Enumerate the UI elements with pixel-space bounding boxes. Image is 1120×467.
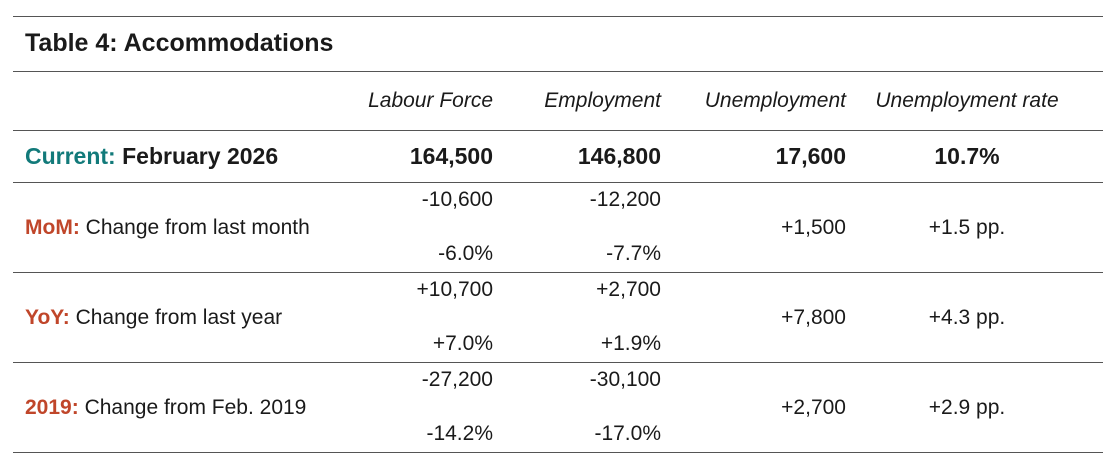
yoy-employment-pct: +1.9%	[600, 332, 661, 355]
yoy-unemployment: +7,800	[781, 305, 846, 329]
mom-employment-abs: -12,200	[589, 188, 661, 211]
header-unemployment: Unemployment	[704, 89, 846, 112]
y2019-labour-force-pct: -14.2%	[426, 422, 493, 445]
current-labour-force: 164,500	[409, 143, 493, 169]
yoy-rate: +4.3 pp.	[928, 305, 1006, 329]
yoy-labour-force	[368, 273, 493, 362]
mom-prefix: MoM:	[25, 215, 80, 239]
mom-unemployment: +1,500	[781, 215, 846, 239]
table-row-2019	[13, 363, 1103, 452]
table-title: Table 4: Accommodations	[25, 28, 334, 57]
header-unemployment-rate: Unemployment rate	[875, 89, 1059, 112]
header-labour-force: Labour Force	[368, 89, 493, 112]
current-label-cell	[13, 143, 368, 170]
current-label: February 2026	[122, 143, 279, 169]
yoy-employment-abs: +2,700	[596, 278, 661, 301]
current-prefix: Current:	[25, 143, 116, 169]
y2019-unemployment: +2,700	[781, 395, 846, 419]
current-row	[13, 131, 1103, 182]
table-bottom-rule	[13, 452, 1103, 453]
mom-employment	[493, 183, 661, 272]
mom-label: Change from last month	[85, 215, 310, 239]
yoy-label: Change from last year	[75, 305, 283, 329]
mom-label-cell	[13, 183, 368, 272]
y2019-rate: +2.9 pp.	[928, 395, 1006, 419]
table-row-yoy	[13, 273, 1103, 362]
y2019-employment-abs: -30,100	[589, 368, 661, 391]
mom-rate: +1.5 pp.	[928, 215, 1006, 239]
mom-labour-force-abs: -10,600	[421, 188, 493, 211]
mom-employment-pct: -7.7%	[606, 242, 661, 265]
table-title-row	[13, 17, 1103, 71]
current-unemployment: 17,600	[775, 143, 846, 169]
current-employment: 146,800	[577, 143, 661, 169]
yoy-prefix: YoY:	[25, 305, 70, 329]
accommodations-table	[13, 16, 1103, 453]
header-row	[13, 72, 1103, 130]
y2019-label-cell	[13, 363, 368, 452]
mom-labour-force-pct: -6.0%	[438, 242, 493, 265]
y2019-prefix: 2019:	[25, 395, 79, 419]
yoy-labour-force-abs: +10,700	[416, 278, 493, 301]
y2019-employment-pct: -17.0%	[594, 422, 661, 445]
yoy-label-cell	[13, 273, 368, 362]
y2019-labour-force-abs: -27,200	[421, 368, 493, 391]
yoy-labour-force-pct: +7.0%	[432, 332, 493, 355]
table-row-mom	[13, 183, 1103, 272]
y2019-employment	[493, 363, 661, 452]
y2019-label: Change from Feb. 2019	[84, 395, 307, 419]
mom-labour-force	[368, 183, 493, 272]
current-rate: 10.7%	[934, 143, 1000, 169]
yoy-employment	[493, 273, 661, 362]
y2019-labour-force	[368, 363, 493, 452]
header-employment: Employment	[544, 89, 661, 112]
